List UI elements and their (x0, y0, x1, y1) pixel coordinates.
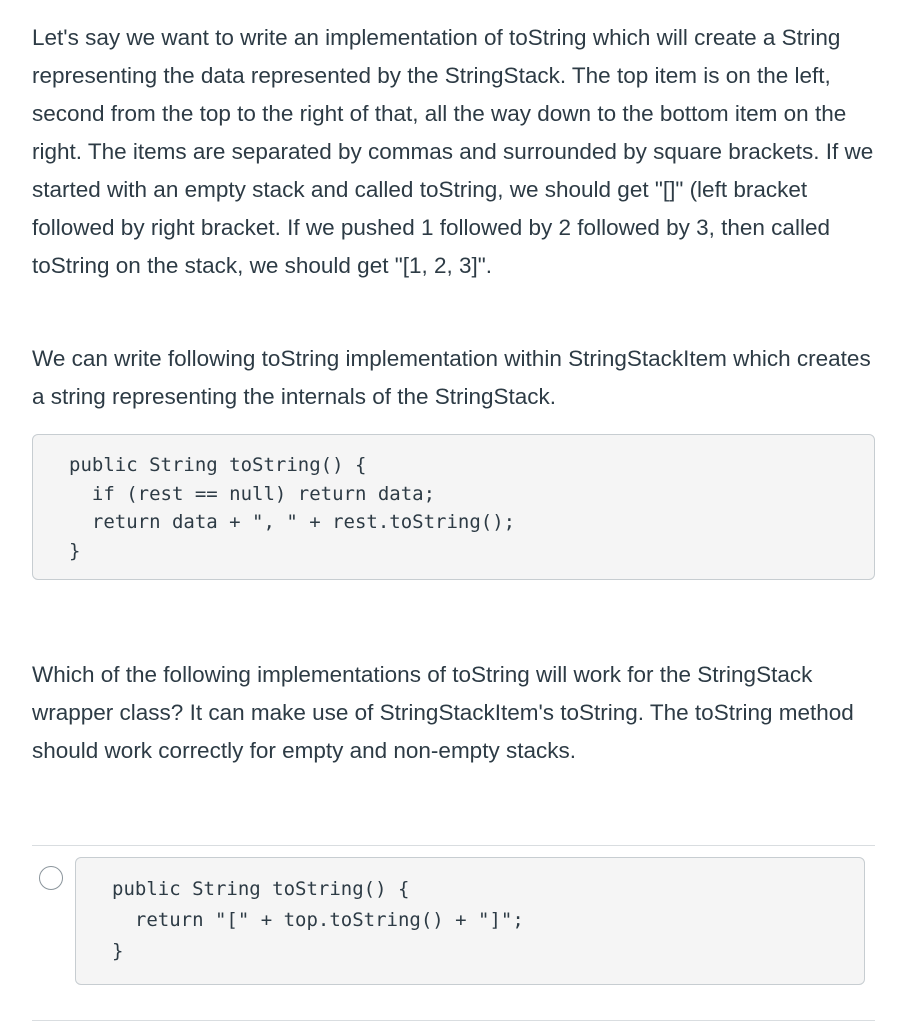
example-code: public String toString() { if (rest == null) return data; return data + ", " + rest.toString(); } (69, 454, 516, 562)
option-1-code: public String toString() { return "[" + top.toString() + "]"; } (112, 878, 524, 962)
example-code-block (32, 434, 875, 580)
answer-divider-bottom (32, 1020, 875, 1021)
question-text: Which of the following implementations of toString will work for the StringStack wrapper class? It can make use of StringStackItem's toString. The toString method should work correctly for empty and non-empty stacks. (32, 662, 854, 763)
example-description: We can write following toString implementation within StringStackItem which creates a string representing the internals of the StringStack. (32, 346, 871, 409)
option-1-code-block[interactable] (75, 857, 865, 985)
answer-divider-top (32, 845, 875, 846)
intro-paragraph: Let's say we want to write an implementation of toString which will create a String representing the data represented by the StringStack. The top item is on the left, second from the top to the right of that, all the way down to the bottom item on the right. The items are separated by commas and surrounded by square brackets. If we started with an empty stack and called toString, we should get "[]" (left bracket followed by right bracket. If we pushed 1 followed by 2 followed by 3, then called toString on the stack, we should get "[1, 2, 3]". (32, 25, 874, 278)
option-1-radio-button[interactable] (39, 866, 63, 890)
